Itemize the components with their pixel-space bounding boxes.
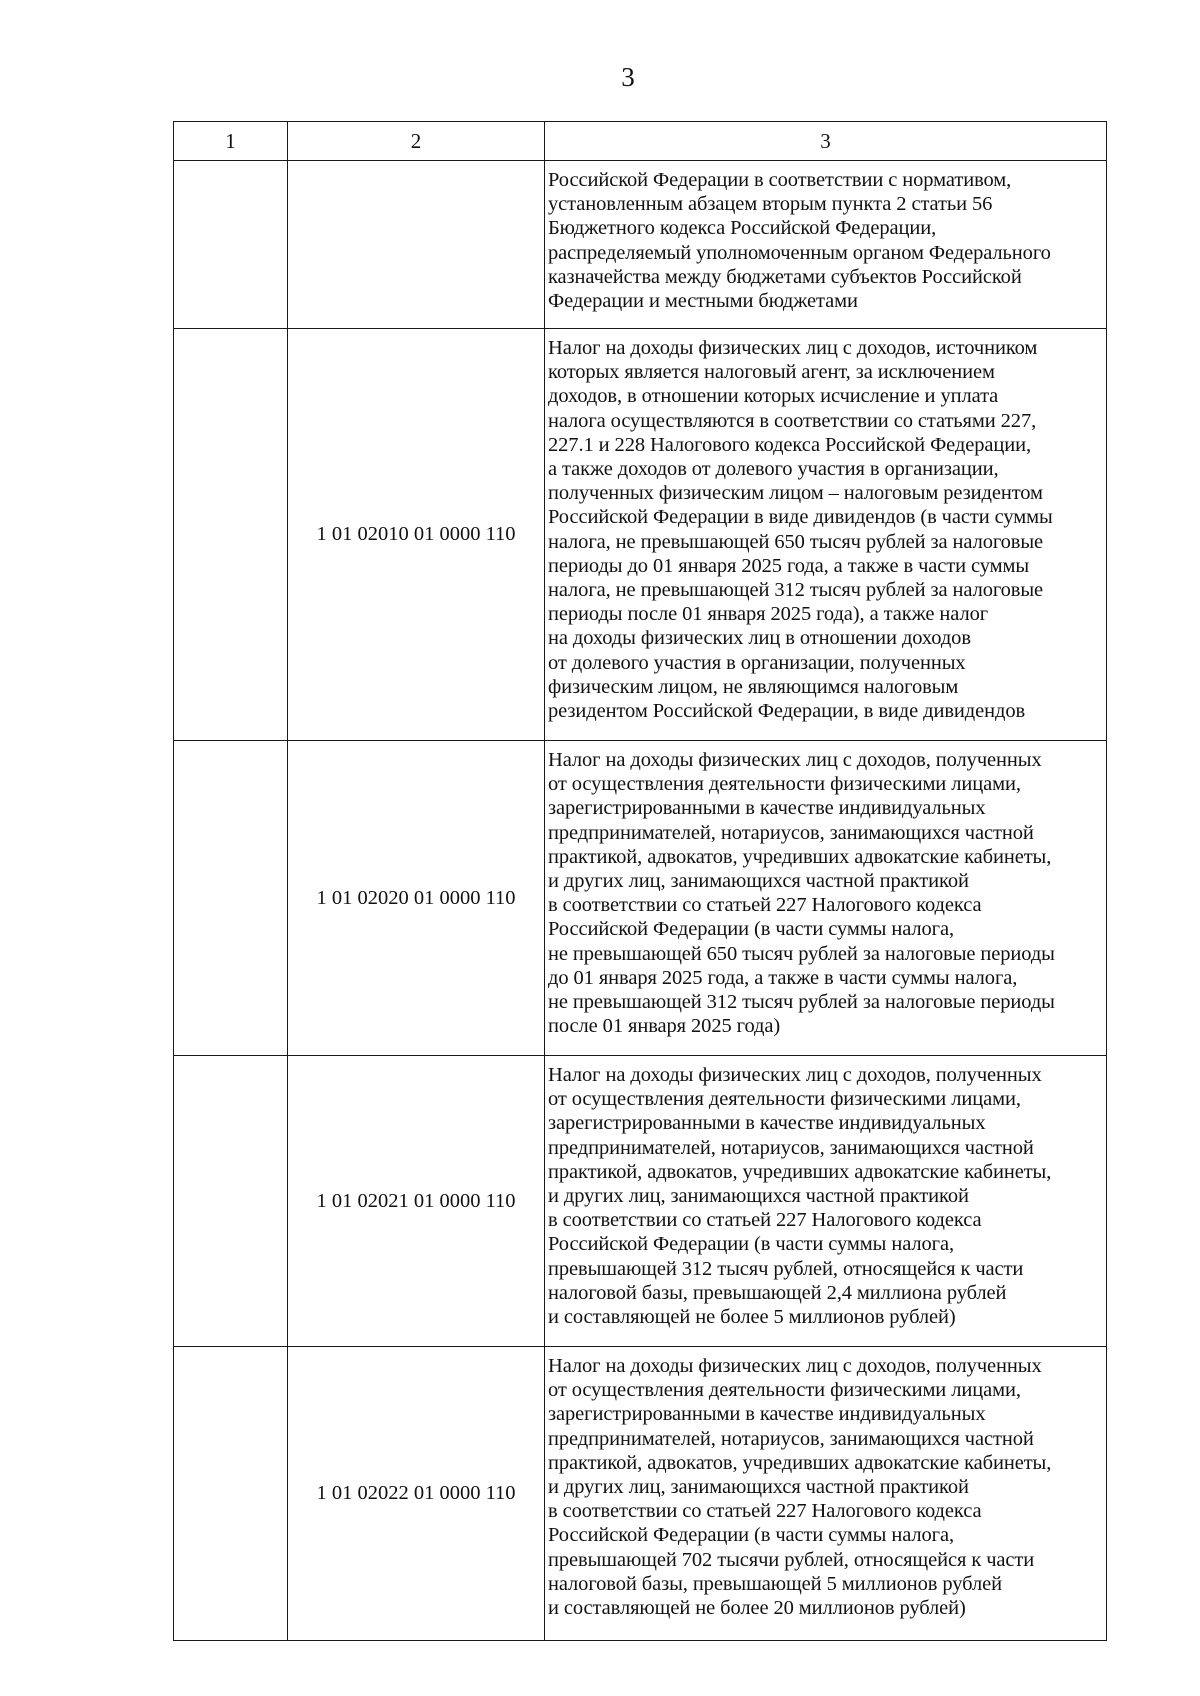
- row-col1-cell: [174, 329, 288, 741]
- budget-code-cell: 1 01 02020 01 0000 110: [288, 741, 545, 1056]
- budget-code-cell: 1 01 02022 01 0000 110: [288, 1347, 545, 1641]
- table-row: [174, 741, 1107, 1056]
- budget-classification-table: [173, 121, 1107, 1641]
- table-row: [174, 329, 1107, 741]
- row-col1-cell: [174, 1056, 288, 1347]
- description-cell: Налог на доходы физических лиц с доходов, полученных от осуществления деятельности физическими лицами, зарегистрированными в качестве индивидуальных предпринимателей, нотариусов, занимающихся частной практикой, адвокатов, учредивших адвокатские кабинеты, и других лиц, занимающихся частной практикой в соответствии со статьей 227 Налогового кодекса Российской Федерации (в части суммы налога, не превышающей 650 тысяч рублей за налоговые периоды до 01 января 2025 года, а также в части суммы налога, не превышающей 312 тысяч рублей за налоговые периоды после 01 января 2025 года): [545, 741, 1107, 1056]
- column-header-3: 3: [545, 122, 1107, 161]
- description-cell: Налог на доходы физических лиц с доходов, полученных от осуществления деятельности физическими лицами, зарегистрированными в качестве индивидуальных предпринимателей, нотариусов, занимающихся частной практикой, адвокатов, учредивших адвокатские кабинеты, и других лиц, занимающихся частной практикой в соответствии со статьей 227 Налогового кодекса Российской Федерации (в части суммы налога, превышающей 702 тысячи рублей, относящейся к части налоговой базы, превышающей 5 миллионов рублей и составляющей не более 20 миллионов рублей): [545, 1347, 1107, 1641]
- page-number: 3: [621, 62, 635, 92]
- description-cell: Российской Федерации в соответствии с нормативом, установленным абзацем вторым пункта 2 статьи 56 Бюджетного кодекса Российской Федерации, распределяемый уполномоченным органом Федерального казначейства между бюджетами субъектов Российской Федерации и местными бюджетами: [545, 161, 1107, 329]
- table-row: [174, 1056, 1107, 1347]
- budget-code-cell: 1 01 02010 01 0000 110: [288, 329, 545, 741]
- row-col1-cell: [174, 161, 288, 329]
- description-cell: Налог на доходы физических лиц с доходов, источником которых является налоговый агент, за исключением доходов, в отношении которых исчисление и уплата налога осуществляются в соответствии со статьями 227, 227.1 и 228 Налогового кодекса Российской Федерации, а также доходов от долевого участия в организации, полученных физическим лицом – налоговым резидентом Российской Федерации в виде дивидендов (в части суммы налога, не превышающей 650 тысяч рублей за налоговые периоды до 01 января 2025 года, а также в части суммы налога, не превышающей 312 тысяч рублей за налоговые периоды после 01 января 2025 года), а также налог на доходы физических лиц в отношении доходов от долевого участия в организации, полученных физическим лицом, не являющимся налоговым резидентом Российской Федерации, в виде дивидендов: [545, 329, 1107, 741]
- column-header-2: 2: [288, 122, 545, 161]
- row-col1-cell: [174, 1347, 288, 1641]
- budget-code-cell: 1 01 02021 01 0000 110: [288, 1056, 545, 1347]
- budget-code-cell: [288, 161, 545, 329]
- description-cell: Налог на доходы физических лиц с доходов, полученных от осуществления деятельности физическими лицами, зарегистрированными в качестве индивидуальных предпринимателей, нотариусов, занимающихся частной практикой, адвокатов, учредивших адвокатские кабинеты, и других лиц, занимающихся частной практикой в соответствии со статьей 227 Налогового кодекса Российской Федерации (в части суммы налога, превышающей 312 тысяч рублей, относящейся к части налоговой базы, превышающей 2,4 миллиона рублей и составляющей не более 5 миллионов рублей): [545, 1056, 1107, 1347]
- column-header-1: 1: [174, 122, 288, 161]
- table-header-row: [174, 122, 1107, 161]
- table-row: [174, 161, 1107, 329]
- table-row: [174, 1347, 1107, 1641]
- row-col1-cell: [174, 741, 288, 1056]
